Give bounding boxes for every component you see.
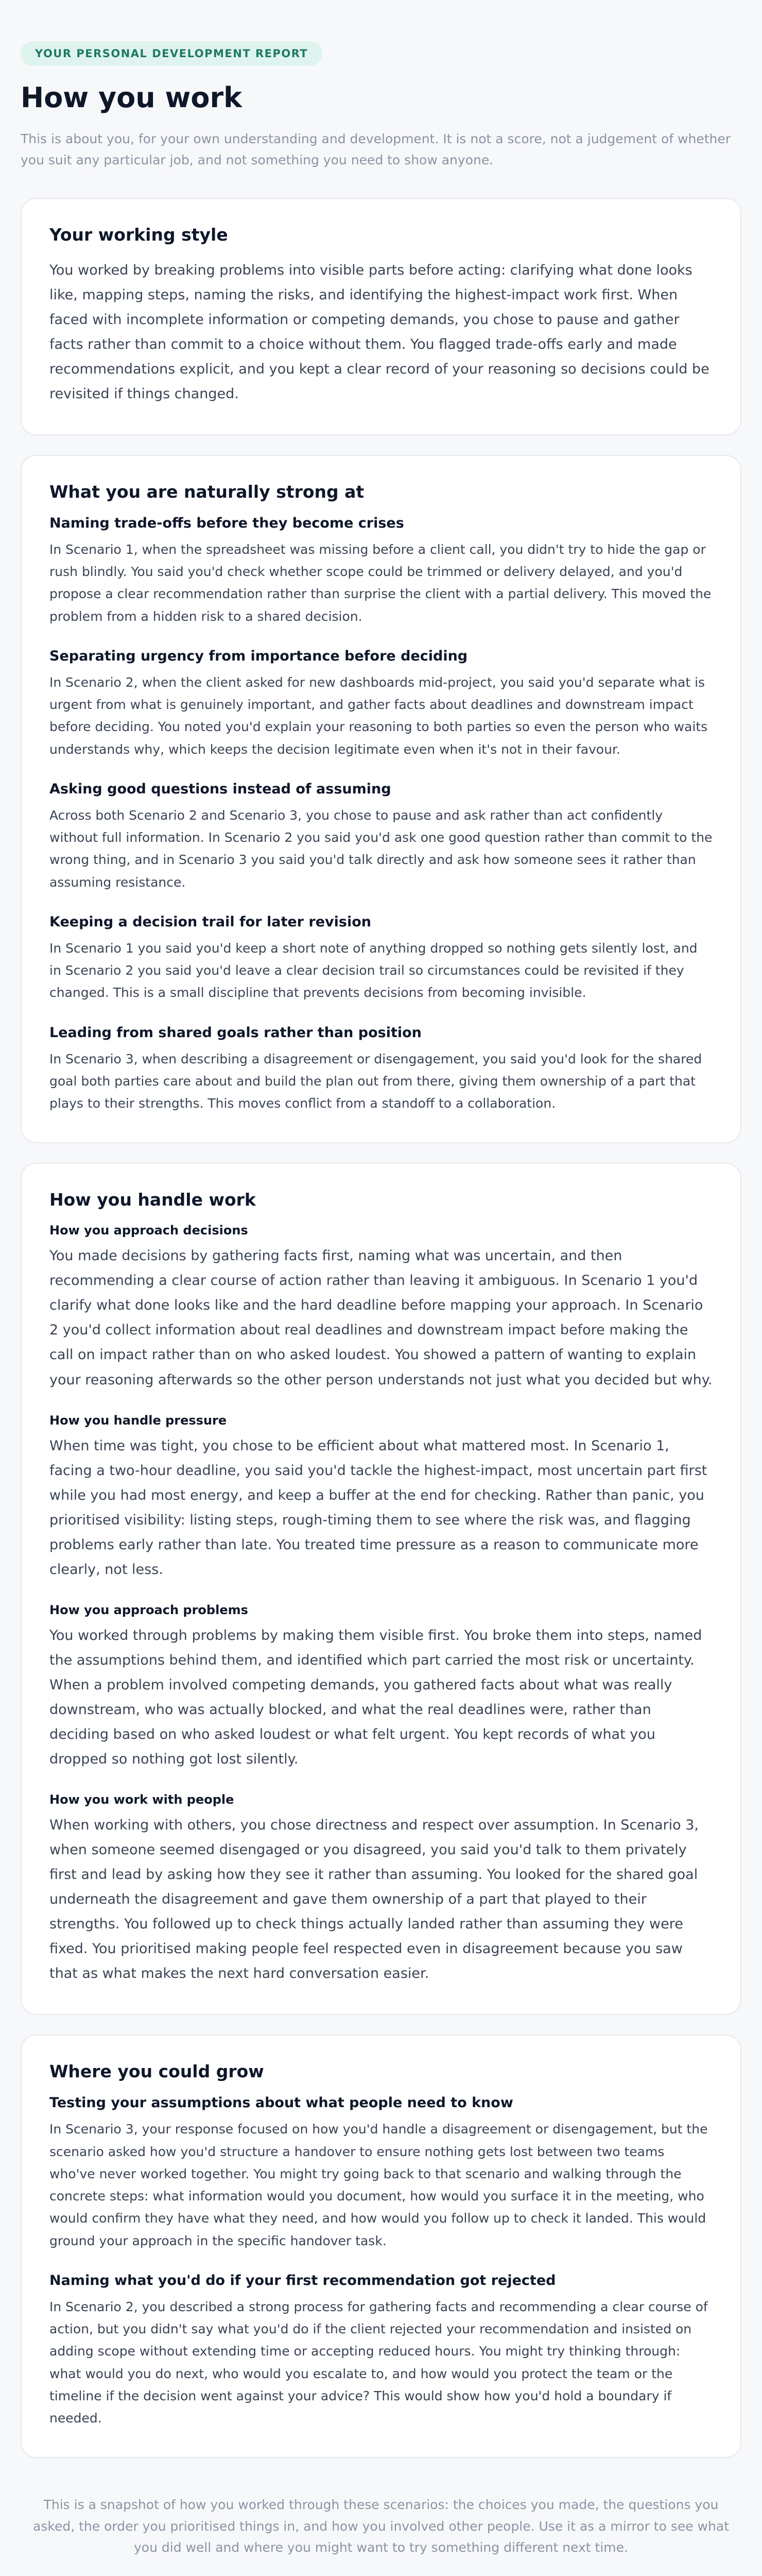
report-page: [21, 0, 741, 2576]
strengths-card: [21, 455, 741, 1144]
grow-title: Naming what you'd do if your first recommendation got rejected: [49, 2272, 556, 2289]
handle-work-item: [49, 1413, 713, 1582]
report-header: [21, 41, 741, 171]
strengths-heading: What you are naturally strong at: [49, 481, 365, 502]
strength-title: Leading from shared goals rather than position: [49, 1024, 422, 1041]
working-style-heading: Your working style: [49, 224, 228, 245]
working-style-card: [21, 198, 741, 435]
handle-work-title: How you handle pressure: [49, 1413, 227, 1428]
strength-text: In Scenario 1 you said you'd keep a short note of anything dropped so nothing gets silently lost, and in Scenario 2 you said you'd leave a clear decision trail so circumstances could be revisited if they changed. This is a small discipline that prevents decisions from becoming invisible.: [49, 940, 698, 1001]
strength-text: In Scenario 3, when describing a disagreement or disengagement, you said you'd look for the shared goal both parties care about and build the plan out from there, giving them ownership of a part that plays to their strengths. This moves conflict from a standoff to a collaboration.: [49, 1051, 702, 1111]
intro-text: This is about you, for your own understanding and development. It is not a score, not a judgement of whether you suit any particular job, and not something you need to show anyone.: [21, 131, 731, 168]
strength-title: Naming trade-offs before they become crises: [49, 515, 404, 531]
report-eyebrow-badge: YOUR PERSONAL DEVELOPMENT REPORT: [21, 41, 322, 66]
handle-work-text: You worked through problems by making them visible first. You broke them into steps, named the assumptions behind them, and identified which part carried the most risk or uncertainty. When a problem involved competing demands, you gathered facts about what was really downstream, who was actually blocked, and what the real deadlines were, rather than deciding based on who asked loudest or what felt urgent. You kept records of what you dropped so nothing got lost silently.: [49, 1627, 702, 1768]
handle-work-title: How you work with people: [49, 1792, 234, 1807]
strength-item: [49, 781, 713, 893]
handle-work-item: [49, 1223, 713, 1392]
strength-text: In Scenario 1, when the spreadsheet was missing before a client call, you didn't try to hide the gap or rush blindly. You said you'd check whether scope could be trimmed or delivery delayed, and you'd propose a clear recommendation rather than surprise the client with a partial delivery. This moved the problem from a hidden risk to a shared decision.: [49, 541, 712, 624]
strength-title: Keeping a decision trail for later revision: [49, 913, 371, 930]
strength-text: Across both Scenario 2 and Scenario 3, you chose to pause and ask rather than act confidently without full information. In Scenario 2 you said you'd ask one good question rather than commit to the wrong thing, and in Scenario 3 you said you'd talk directly and ask how someone sees it rather than assuming resistance.: [49, 807, 713, 890]
grow-card: [21, 2035, 741, 2458]
grow-text: In Scenario 2, you described a strong process for gathering facts and recommending a clear course of action, but you didn't say what you'd do if the client rejected your recommendation and insisted on adding scope without extending time or accepting reduced hours. You might try thinking through: what would you do next, who would you escalate to, and how would you protect the team or the timeline if the decision went against your advice? This would show how you'd hold a boundary if needed.: [49, 2299, 708, 2426]
handle-work-item: [49, 1792, 713, 1986]
handle-work-title: How you approach problems: [49, 1602, 248, 1617]
handle-work-text: When time was tight, you chose to be efficient about what mattered most. In Scenario 1, facing a two-hour deadline, you said you'd tackle the highest-impact, most uncertain part first while you had most energy, and keep a buffer at the end for checking. Rather than panic, you prioritised visibility: listing steps, rough-timing them to see where the risk was, and flagging problems early rather than late. You treated time pressure as a reason to communicate more clearly, not less.: [49, 1437, 707, 1578]
strength-item: [49, 648, 713, 760]
grow-item: [49, 2095, 713, 2252]
footer-note: This is a snapshot of how you worked through these scenarios: the choices you made, the questions you asked, the order you prioritised things in, and how you involved other people. Use it as a mirror to see what you did well and where you might want to try something different next time.: [33, 2497, 729, 2555]
handle-work-text: You made decisions by gathering facts first, naming what was uncertain, and then recommending a clear course of action rather than leaving it ambiguous. In Scenario 1 you'd clarify what done looks like and the hard deadline before mapping your approach. In Scenario 2 you'd collect information about real deadlines and downstream impact before making the call on impact rather than on who asked loudest. You showed a pattern of wanting to explain your reasoning afterwards so the other person understands not just what you decided but why.: [49, 1248, 713, 1388]
grow-item: [49, 2273, 713, 2430]
grow-title: Testing your assumptions about what people need to know: [49, 2095, 513, 2111]
strength-text: In Scenario 2, when the client asked for new dashboards mid-project, you said you'd separate what is urgent from what is genuinely important, and gather facts about deadlines and downstream impact before deciding. You noted you'd explain your reasoning to both parties so even the person who waits understands why, which keeps the decision legitimate even when it's not in their favour.: [49, 674, 708, 757]
strength-item: [49, 1025, 713, 1115]
handle-work-card: [21, 1163, 741, 2015]
handle-work-text: When working with others, you chose directness and respect over assumption. In Scenario 3, when someone seemed disengaged or you disagreed, you said you'd talk to them privately first and lead by asking how they see it rather than assuming. You looked for the shared goal underneath the disagreement and gave them ownership of a part that played to their strengths. You followed up to check things actually landed rather than assuming they were fixed. You prioritised making people feel respected even in disagreement because you saw that as what makes the next hard conversation easier.: [49, 1817, 699, 1982]
handle-work-item: [49, 1603, 713, 1772]
grow-text: In Scenario 3, your response focused on how you'd handle a disagreement or disengagement, but the scenario asked how you'd structure a handover to ensure nothing gets lost between two teams who've never worked together. You might try going back to that scenario and walking through the concrete steps: what information would you document, how would you surface it in the meeting, who would confirm they have what they need, and how would you follow up to check it landed. This would ground your approach in the specific handover task.: [49, 2122, 708, 2248]
page-title: How you work: [21, 81, 243, 114]
grow-heading: Where you could grow: [49, 2061, 264, 2082]
working-style-text: You worked by breaking problems into visible parts before acting: clarifying what done looks like, mapping steps, naming the risks, and identifying the highest-impact work first. When faced with incomplete information or competing demands, you chose to pause and gather facts rather than commit to a choice without them. You flagged trade-offs early and made recommendations explicit, and you kept a clear record of your reasoning so decisions could be revisited if things changed.: [49, 262, 709, 402]
strength-title: Separating urgency from importance before deciding: [49, 648, 468, 664]
strength-title: Asking good questions instead of assuming: [49, 781, 391, 797]
handle-work-heading: How you handle work: [49, 1190, 256, 1210]
handle-work-title: How you approach decisions: [49, 1223, 248, 1238]
strength-item: [49, 914, 713, 1004]
strength-item: [49, 515, 713, 628]
